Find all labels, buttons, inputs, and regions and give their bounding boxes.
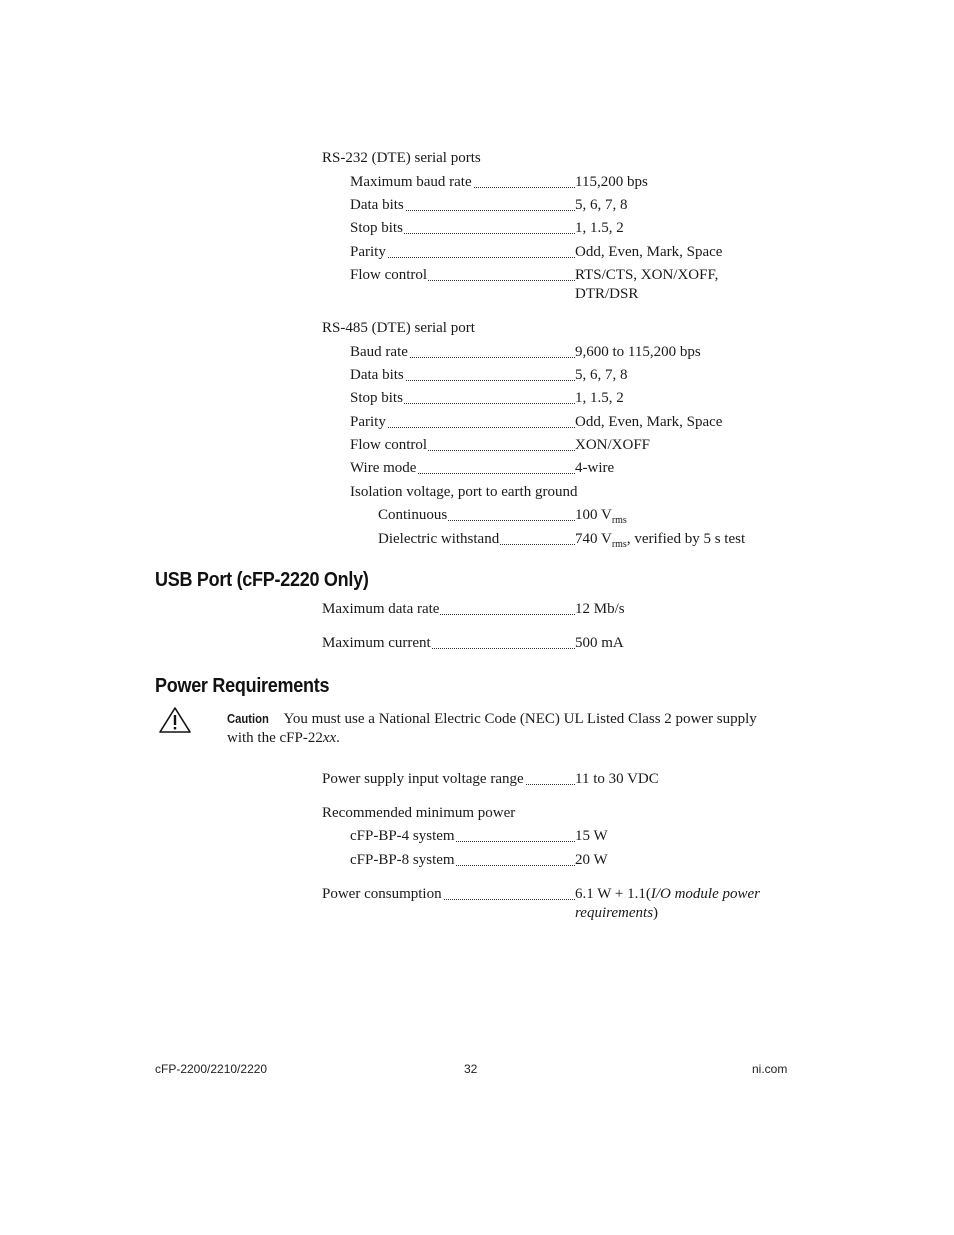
spec-value: 11 to 30 VDC xyxy=(575,771,659,787)
spec-value: 12 Mb/s xyxy=(575,601,625,617)
rs232-title: RS-232 (DTE) serial ports xyxy=(322,150,481,166)
spec-label: Dielectric withstand xyxy=(378,531,575,548)
spec-label: Flow control xyxy=(350,437,575,454)
spec-label: Maximum data rate xyxy=(322,601,575,618)
spec-value: 100 $V_{rms}$ xyxy=(575,507,627,526)
spec-value: 5, 6, 7, 8 xyxy=(575,367,628,383)
spec-label: Maximum current xyxy=(322,635,575,652)
spec-value: 15 W xyxy=(575,828,608,844)
spec-value: 4-wire xyxy=(575,460,615,476)
spec-label: Stop bits xyxy=(350,220,575,237)
footer-site: ni.com xyxy=(752,1062,788,1076)
spec-value: RTS/CTS, XON/XOFF, xyxy=(575,267,719,283)
caution-line-2: with the cFP-22xx. xyxy=(227,730,340,746)
spec-label: Parity xyxy=(350,414,575,431)
caution-line-1: Caution You must use a National Electric Code (NEC) UL Listed Class 2 power supply xyxy=(227,711,757,727)
power-heading: Power Requirements xyxy=(155,675,330,697)
spec-label: Parity xyxy=(350,244,575,261)
caution-label: Caution xyxy=(227,712,269,726)
rs485-title: RS-485 (DTE) serial port xyxy=(322,320,475,336)
footer-doc-title: cFP-2200/2210/2220 xyxy=(155,1062,268,1076)
spec-label: Maximum baud rate xyxy=(350,174,575,191)
spec-value: Odd, Even, Mark, Space xyxy=(575,244,723,260)
spec-label: Power consumption xyxy=(322,886,575,903)
recommended-title: Recommended minimum power xyxy=(322,805,516,821)
spec-label: Continuous xyxy=(378,507,575,524)
spec-label: cFP-BP-8 system xyxy=(350,852,575,869)
spec-value-continued: DTR/DSR xyxy=(575,286,639,302)
spec-label: Data bits xyxy=(350,197,575,214)
spec-label: Stop bits xyxy=(350,390,575,407)
spec-value: 5, 6, 7, 8 xyxy=(575,197,628,213)
spec-value: 115,200 bps xyxy=(575,174,648,190)
spec-value-continued: requirements) xyxy=(575,905,659,921)
spec-value: 740 $V_{rms}$, verified by 5 s test xyxy=(575,531,746,550)
spec-value: 6.1 W + 1.1(I/O module power xyxy=(575,886,760,902)
spec-label: Wire mode xyxy=(350,460,575,477)
spec-value: 9,600 to 115,200 bps xyxy=(575,344,701,360)
spec-value: Odd, Even, Mark, Space xyxy=(575,414,723,430)
spec-label: Baud rate xyxy=(350,344,575,361)
spec-value: XON/XOFF xyxy=(575,437,651,453)
spec-label: cFP-BP-4 system xyxy=(350,828,575,845)
spec-value: 1, 1.5, 2 xyxy=(575,390,624,406)
spec-label: Flow control xyxy=(350,267,575,284)
footer-page-number: 32 xyxy=(464,1062,478,1076)
spec-label: Power supply input voltage range xyxy=(322,771,575,788)
spec-value: 20 W xyxy=(575,852,608,868)
isolation-title: Isolation voltage, port to earth ground xyxy=(350,484,578,500)
spec-value: 500 mA xyxy=(575,635,624,651)
usb-heading: USB Port (cFP-2220 Only) xyxy=(155,569,369,591)
spec-value: 1, 1.5, 2 xyxy=(575,220,624,236)
spec-label: Data bits xyxy=(350,367,575,384)
caution-warning-icon xyxy=(158,706,192,734)
